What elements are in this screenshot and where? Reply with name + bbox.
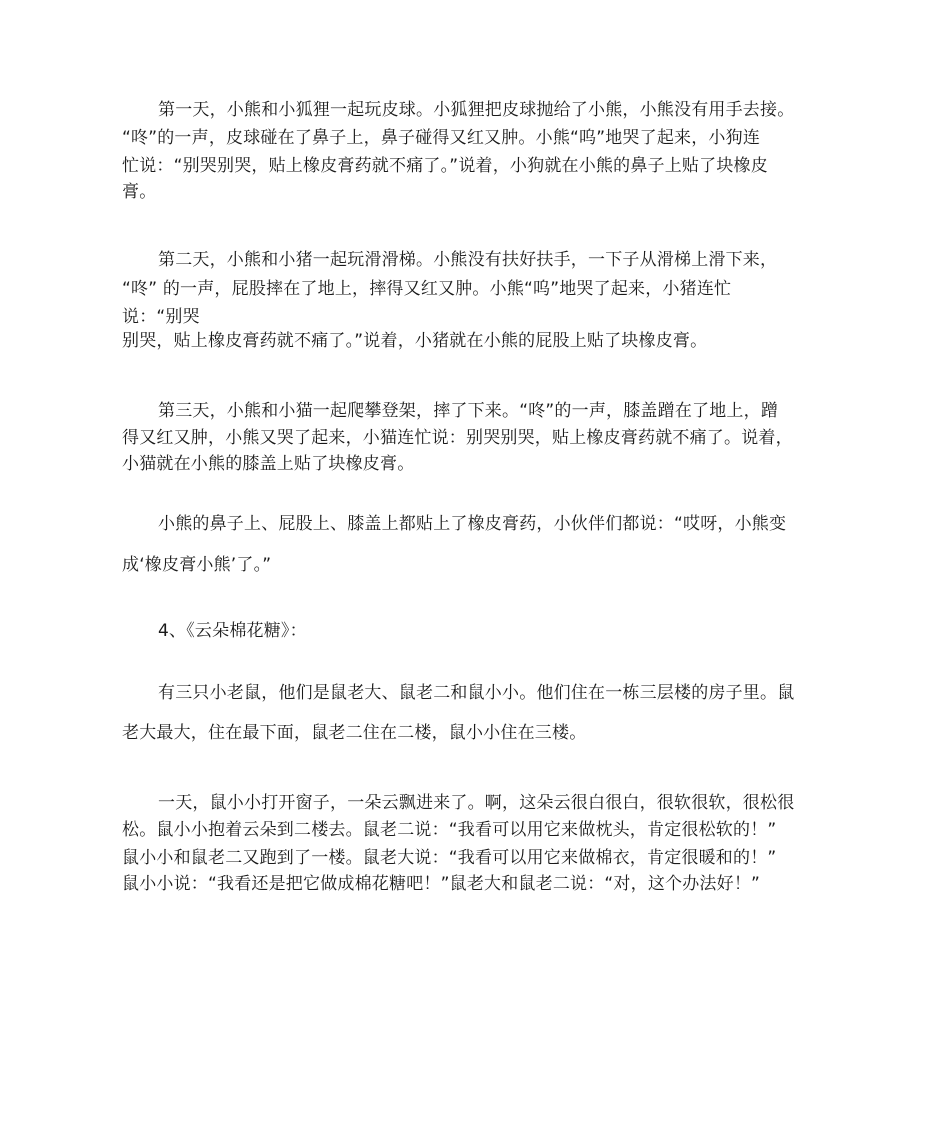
paragraph-line: 老大最大，住在最下面，鼠老二住在二楼，鼠小小住在三楼。 — [122, 723, 587, 743]
paragraph-line: 第一天，小熊和小狐狸一起玩皮球。小狐狸把皮球抛给了小熊，小熊没有用手去接。 — [158, 100, 795, 120]
story-heading: 4、《云朵棉花糖》： — [158, 621, 307, 641]
paragraph-line: 第二天，小熊和小猪一起玩滑滑梯。小熊没有扶好扶手，一下子从滑梯上滑下来， — [158, 250, 778, 270]
paragraph-line: 成‘橡皮膏小熊’了。” — [122, 555, 272, 575]
paragraph-line: 忙说：“别哭别哭，贴上橡皮膏药就不痛了。”说着，小狗就在小熊的鼻子上贴了块橡皮 — [122, 156, 768, 176]
paragraph-line: 鼠小小说：“我看还是把它做成棉花糖吧！”鼠老大和鼠老二说：“对，这个办法好！” — [122, 874, 761, 894]
paragraph-line: 说：“别哭 — [122, 307, 200, 327]
paragraph-line: 膏。 — [122, 182, 157, 202]
paragraph-line: 松。鼠小小抱着云朵到二楼去。鼠老二说：“我看可以用它来做枕头，肯定很松软的！” — [122, 820, 777, 840]
paragraph-line: 第三天，小熊和小猫一起爬攀登架，摔了下来。“咚”的一声，膝盖蹭在了地上，蹭 — [158, 401, 779, 421]
paragraph-line: “咚”的一声，皮球碰在了鼻子上，鼻子碰得又红又肿。小熊“呜”地哭了起来，小狗连 — [122, 128, 761, 148]
paragraph-line: 小熊的鼻子上、屁股上、膝盖上都贴上了橡皮膏药，小伙伴们都说：“哎呀，小熊变 — [158, 514, 787, 534]
paragraph-line: “咚” 的一声，屁股摔在了地上，摔得又红又肿。小熊“呜”地哭了起来，小猪连忙 — [122, 279, 732, 299]
paragraph-line: 鼠小小和鼠老二又跑到了一楼。鼠老大说：“我看可以用它来做棉衣，肯定很暖和的！” — [122, 848, 777, 868]
paragraph-line: 小猫就在小熊的膝盖上贴了块橡皮膏。 — [122, 454, 415, 474]
paragraph-line: 一天，鼠小小打开窗子，一朵云飘进来了。啊，这朵云很白很白，很软很软，很松很 — [158, 793, 795, 813]
paragraph-line: 有三只小老鼠，他们是鼠老大、鼠老二和鼠小小。他们住在一栋三层楼的房子里。鼠 — [158, 683, 795, 703]
paragraph-line: 别哭，贴上橡皮膏药就不痛了。”说着，小猪就在小熊的屁股上贴了块橡皮膏。 — [122, 331, 708, 351]
paragraph-line: 得又红又肿，小熊又哭了起来，小猫连忙说：别哭别哭，贴上橡皮膏药就不痛了。说着， — [122, 428, 793, 448]
